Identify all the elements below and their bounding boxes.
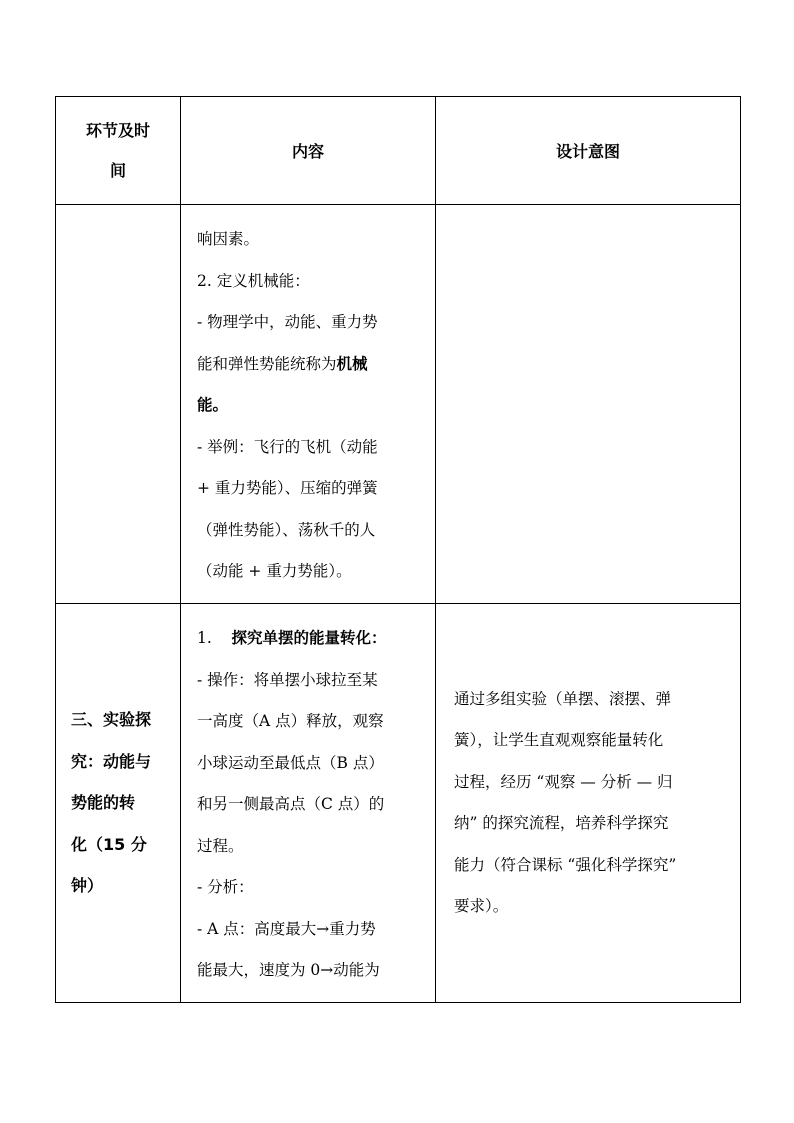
- design-line: 要求）。: [454, 897, 509, 915]
- content-line: （动能 + 重力势能）。: [197, 562, 352, 580]
- content-line: 响因素。: [197, 230, 260, 248]
- content-heading-title: 探究单摆的能量转化：: [231, 629, 387, 647]
- content-line: [197, 344, 421, 386]
- header-design-intent: 设计意图: [436, 97, 741, 205]
- design-cell-empty: [436, 205, 741, 604]
- content-line: - A 点：高度最大→重力势: [197, 919, 376, 938]
- table-row: [56, 205, 741, 604]
- design-intent-cell: [436, 604, 741, 1003]
- design-line: 能力（符合课标 “强化科学探究”: [454, 855, 677, 874]
- header-stage-time-line1: 环节及时: [85, 120, 150, 140]
- content-line: - 分析：: [197, 878, 254, 896]
- content-cell: [181, 205, 436, 604]
- bold-term: 机械: [336, 354, 368, 373]
- content-line: 和另一侧最高点（C 点）的: [197, 795, 385, 813]
- stage-line: 钟）: [71, 876, 104, 896]
- content-line: - 举例：飞行的飞机（动能: [197, 437, 378, 456]
- table-header-row: [56, 97, 741, 205]
- content-line-text: 能和弹性势能统称为: [197, 354, 337, 373]
- stage-cell: [56, 604, 181, 1003]
- design-line: 过程，经历 “观察 — 分析 — 归: [454, 772, 673, 791]
- stage-line: 化（15 分: [71, 834, 147, 854]
- stage-line: 究：动能与: [71, 751, 152, 771]
- content-heading-number: 1.: [197, 629, 212, 647]
- design-line: 纳” 的探究流程，培养科学探究: [454, 814, 669, 832]
- stage-line: 三、实验探: [71, 710, 152, 730]
- content-line: 能最大，速度为 0→动能为: [197, 961, 380, 979]
- content-line: + 重力势能）、压缩的弹簧: [197, 479, 378, 497]
- design-line: 通过多组实验（单摆、滚摆、弹: [454, 689, 672, 708]
- header-content: 内容: [181, 97, 436, 205]
- stage-line: 势能的转: [71, 793, 136, 813]
- content-line: 过程。: [197, 836, 244, 855]
- header-stage-time-line2: 间: [109, 160, 126, 180]
- content-line-bold: 能。: [197, 396, 229, 414]
- content-line: 2. 定义机械能：: [197, 271, 310, 290]
- content-cell: [181, 604, 436, 1003]
- table-row: [56, 604, 741, 1003]
- lesson-plan-table: [55, 96, 741, 1003]
- content-line: 一高度（A 点）释放，观察: [197, 712, 384, 730]
- design-line: 簧），让学生直观观察能量转化: [454, 731, 664, 749]
- content-heading: [197, 618, 421, 660]
- content-line: - 操作：将单摆小球拉至某: [197, 670, 378, 689]
- content-line: 小球运动至最低点（B 点）: [197, 753, 384, 772]
- content-line: - 物理学中，动能、重力势: [197, 313, 378, 331]
- content-line: （弹性势能）、荡秋千的人: [197, 520, 376, 539]
- stage-cell-empty: [56, 205, 181, 604]
- header-stage-time: [56, 97, 181, 205]
